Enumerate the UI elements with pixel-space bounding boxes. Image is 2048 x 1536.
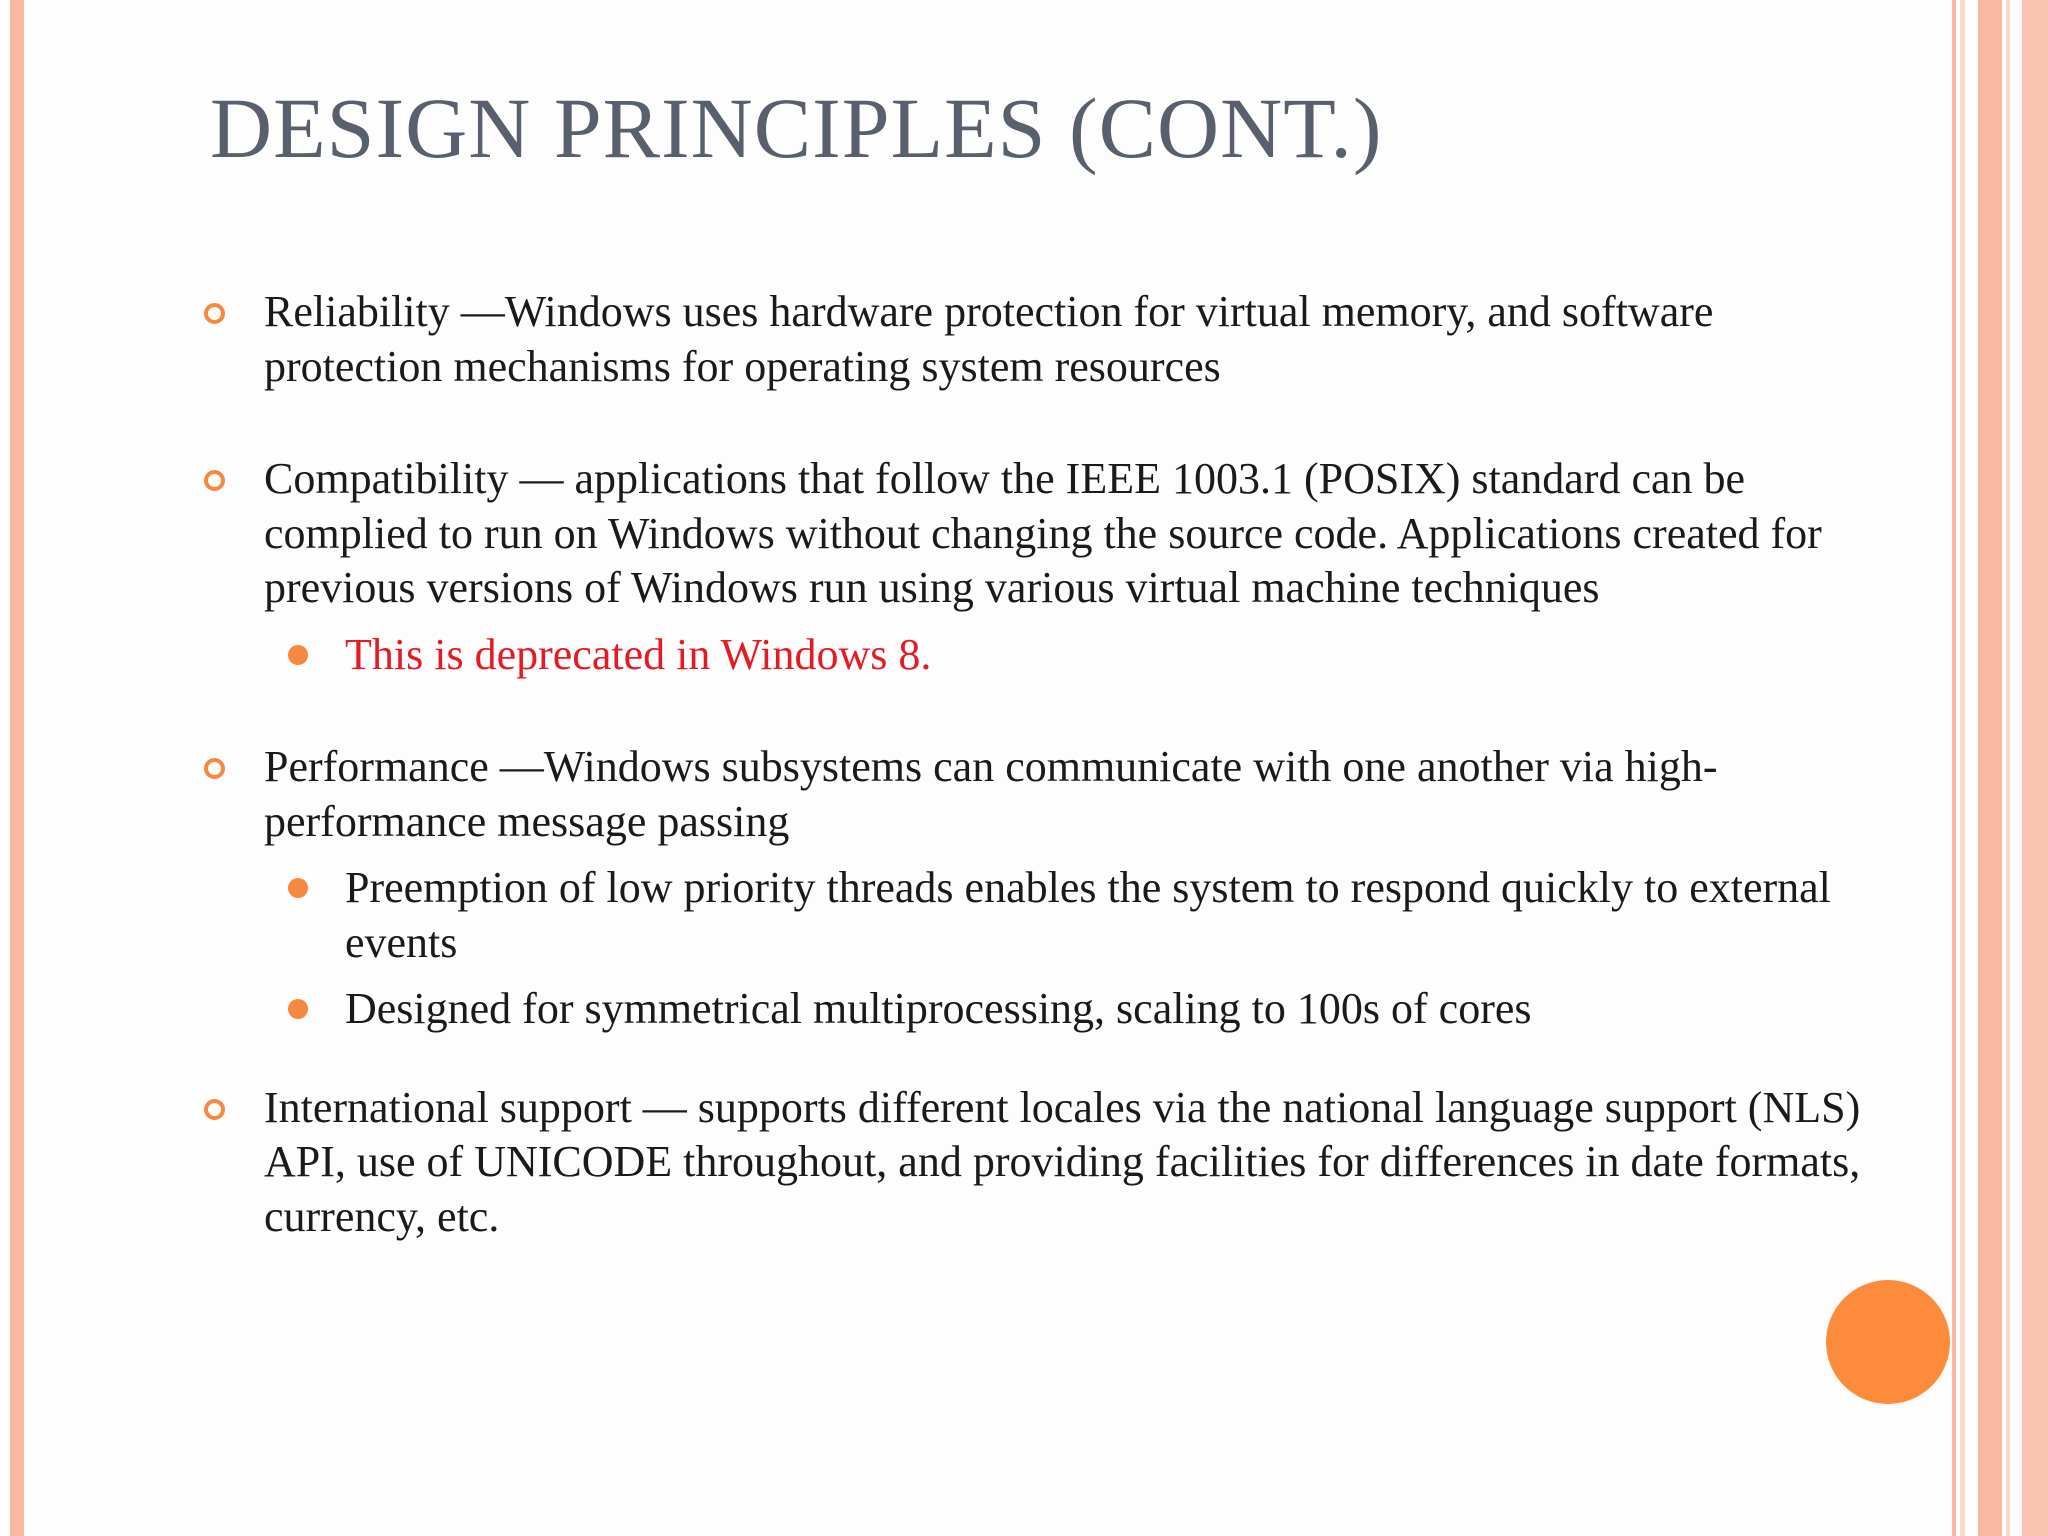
ring-bullet-icon bbox=[204, 758, 225, 779]
right-decor-stripe bbox=[1978, 0, 2002, 1536]
bullet-text: Reliability —Windows uses hardware protection for virtual memory, and software protection mechanisms for operating system resources bbox=[264, 287, 1714, 391]
slide-title: DESIGN PRINCIPLES (CONT.) bbox=[210, 80, 1383, 176]
ring-bullet-icon bbox=[204, 1099, 225, 1120]
right-decor-stripe bbox=[2006, 0, 2010, 1536]
dot-bullet-icon bbox=[288, 999, 308, 1019]
decor-circle bbox=[1826, 1280, 1950, 1404]
bullet-text: Compatibility — applications that follow the IEEE 1003.1 (POSIX) standard can be complied to run on Windows without changing the source code. Applications created for previous versions of Windows run using various virtual machine techniques bbox=[264, 454, 1822, 612]
bullet-international-support bbox=[200, 1081, 1900, 1245]
ring-bullet-icon bbox=[204, 470, 225, 491]
bullet-compatibility bbox=[200, 452, 1900, 616]
right-decor-stripe bbox=[1952, 0, 1956, 1536]
sub-bullet-text: This is deprecated in Windows 8. bbox=[345, 629, 932, 679]
left-decor-stripe bbox=[10, 0, 24, 1536]
right-decor-stripe bbox=[1960, 0, 1965, 1536]
sub-bullet-smp bbox=[200, 982, 1900, 1037]
bullet-list bbox=[200, 285, 1900, 1244]
sub-bullet-text: Designed for symmetrical multiprocessing, scaling to 100s of cores bbox=[345, 984, 1532, 1033]
bullet-text: International support — supports different locales via the national language support (NLS) API, use of UNICODE throughout, and providing facilities for differences in date formats, currency, etc. bbox=[264, 1082, 1861, 1241]
sub-bullet-text: Preemption of low priority threads enables the system to respond quickly to external events bbox=[345, 863, 1831, 967]
ring-bullet-icon bbox=[204, 303, 225, 324]
sub-bullet-preemption bbox=[200, 861, 1900, 970]
right-decor-stripe bbox=[2022, 0, 2048, 1536]
bullet-text: Performance —Windows subsystems can communicate with one another via high-performance message passing bbox=[264, 742, 1718, 846]
sub-bullet-deprecated bbox=[200, 628, 1900, 683]
dot-bullet-icon bbox=[288, 645, 308, 665]
bullet-reliability bbox=[200, 285, 1900, 394]
dot-bullet-icon bbox=[288, 878, 308, 898]
bullet-performance bbox=[200, 740, 1900, 849]
